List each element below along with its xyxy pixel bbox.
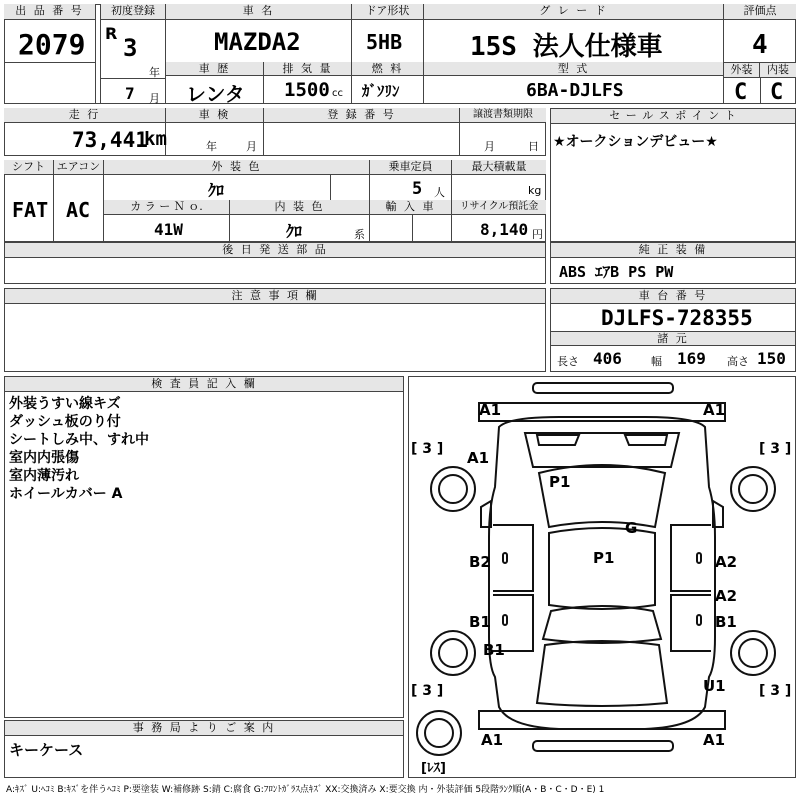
trunk — [537, 641, 667, 706]
hood-vent-right — [625, 435, 667, 445]
damage-u1-right: U1 — [703, 677, 726, 695]
displacement-value: 1500 — [284, 79, 330, 101]
first-registration-month: 7 — [125, 84, 135, 103]
displacement-unit: cc — [332, 88, 343, 99]
office-label: 事 務 局 よ り ご 案 内 — [5, 721, 403, 736]
lot-cell — [4, 4, 96, 104]
tire-tag-spare: [ﾚｽ] — [421, 761, 446, 776]
history-cell — [166, 62, 264, 104]
office-value: キーケース — [9, 741, 84, 759]
specs-height-value: 150 — [757, 349, 786, 368]
first-registration-label: 初度登録 — [101, 4, 165, 20]
right-rear-door — [671, 595, 711, 651]
first-registration-era: R — [105, 24, 118, 43]
tire-tag-front-right: [ 3 ] — [759, 441, 792, 457]
inspection-month-unit: 月 — [246, 140, 257, 153]
ac-cell — [54, 160, 104, 242]
first-registration-cell — [100, 4, 166, 104]
ac-value: AC — [66, 198, 91, 222]
inspector-line: 外装うすい線キズ — [9, 396, 121, 412]
max-load-unit: kg — [528, 184, 542, 197]
inspection-cell — [166, 108, 264, 156]
front-bumper — [479, 403, 725, 421]
score-int-label: 内装 — [760, 63, 796, 78]
car-name-cell — [166, 4, 352, 62]
rear-bumper-bottom — [533, 741, 673, 751]
damage-a1-front-right: A1 — [703, 401, 726, 419]
tire-tag-front-left: [ 3 ] — [411, 441, 444, 457]
mileage-label: 走 行 — [4, 108, 165, 123]
color-no-value: 41W — [154, 220, 183, 239]
grade-cell — [424, 4, 724, 62]
first-registration-year: 3 — [123, 34, 138, 62]
inspector-line: 室内薄汚れ — [9, 468, 79, 484]
tire-tag-rear-left: [ 3 ] — [411, 683, 444, 699]
capacity-label: 乗車定員 — [370, 160, 451, 175]
rear-left-wheel-inner — [439, 639, 467, 667]
door-cell — [352, 4, 424, 62]
specs-width-value: 169 — [677, 349, 706, 368]
door-label: ドア形状 — [352, 4, 423, 20]
transfer-month-unit: 月 — [484, 140, 495, 153]
tire-tag-rear-right: [ 3 ] — [759, 683, 792, 699]
import-label: 輸 入 車 — [370, 200, 451, 215]
displacement-cell — [264, 62, 352, 104]
max-load-label: 最大積載量 — [452, 160, 546, 175]
registration-label: 登 録 番 号 — [264, 108, 459, 123]
color-no-cell — [104, 200, 230, 242]
spare-wheel-inner — [425, 719, 453, 747]
mileage-value: 73,441 — [72, 128, 148, 152]
shift-value: FAT — [12, 198, 49, 222]
genuine-equip-label: 純 正 装 備 — [551, 243, 795, 258]
model-code-label: 型 式 — [424, 62, 723, 76]
front-bumper-top — [533, 383, 673, 393]
front-right-wheel-inner — [739, 475, 767, 503]
front-left-wheel — [431, 467, 475, 511]
front-left-wheel-inner — [439, 475, 467, 503]
recycle-unit: 円 — [532, 228, 543, 241]
legend-text: A:ｷｽﾞ U:ﾍｺﾐ B:ｷｽﾞを伴うﾍｺﾐ P:要塗装 W:補修跡 S:錆 C:腐食 G:ﾌﾛﾝﾄｶﾞﾗｽ点ｷｽﾞ XX:交換済み X:要交換 内・外装評価 5段階ﾗﾝｸ順(A・B・C・D・E) 1 — [6, 785, 605, 795]
specs-width-label: 幅 — [651, 355, 662, 368]
score-label: 評価点 — [724, 4, 796, 20]
damage-p1-hood: P1 — [549, 473, 571, 491]
left-front-door — [493, 525, 533, 591]
damage-b1-left-lower: B1 — [483, 641, 505, 659]
inspector-line: ホイールカバー A — [9, 486, 123, 502]
recycle-label: リサイクル預託金 — [452, 200, 546, 215]
int-color-unit: 系 — [354, 228, 365, 241]
capacity-cell — [370, 160, 452, 200]
rear-right-wheel — [731, 631, 775, 675]
body-outline — [489, 417, 715, 729]
hood-vent-left — [537, 435, 579, 445]
history-value: レンタ — [186, 82, 245, 106]
fuel-label: 燃 料 — [352, 62, 423, 76]
inspector-lines — [9, 395, 149, 503]
registration-cell — [264, 108, 460, 156]
fuel-cell — [352, 62, 424, 104]
genuine-equip-block — [550, 242, 796, 284]
damage-g-glass: G — [625, 519, 638, 537]
inspector-label: 検 査 員 記 入 欄 — [5, 377, 403, 392]
first-registration-year-unit: 年 — [149, 66, 160, 79]
damage-a1-hood-left: A1 — [467, 449, 490, 467]
specs-label: 諸 元 — [551, 332, 795, 346]
rear-bumper — [479, 711, 725, 729]
score-ext-value: C — [734, 80, 748, 105]
fuel-value: ｶﾞｿﾘﾝ — [362, 82, 400, 100]
later-parts-label: 後 日 発 送 部 品 — [5, 243, 545, 258]
inspection-year-unit: 年 — [206, 140, 217, 153]
score-cell — [724, 4, 796, 104]
lot-label: 出 品 番 号 — [4, 4, 95, 20]
hood — [525, 433, 679, 467]
spare-wheel — [417, 711, 461, 755]
office-block — [4, 720, 404, 778]
rear-window — [543, 606, 661, 643]
shift-cell — [4, 160, 54, 242]
specs-height-label: 高さ — [727, 355, 749, 368]
rear-right-wheel-inner — [739, 639, 767, 667]
caution-block — [4, 288, 546, 372]
model-code-value: 6BA-DJLFS — [526, 80, 624, 101]
lot-number: 2079 — [18, 28, 86, 61]
int-color-value: ｸﾛ — [286, 222, 303, 241]
shift-label: シフト — [4, 160, 53, 175]
car-name-label: 車 名 — [166, 4, 351, 20]
sales-point-block — [550, 108, 796, 242]
door-handle — [503, 553, 507, 563]
inspector-block — [4, 376, 404, 718]
genuine-equip-value: ABS ｴｱB PS PW — [559, 263, 674, 281]
chassis-block — [550, 288, 796, 372]
damage-b1-left: B1 — [469, 613, 491, 631]
first-registration-month-unit: 月 — [149, 92, 160, 105]
recycle-value: 8,140 — [480, 220, 529, 239]
ac-label: エアコン — [54, 160, 103, 175]
model-code-cell — [424, 62, 724, 104]
right-front-door — [671, 525, 711, 591]
specs-length-value: 406 — [593, 349, 622, 368]
inspector-line: 室内内張傷 — [9, 450, 79, 466]
door-handle — [503, 615, 507, 625]
transfer-label: 譲渡書類期限 — [460, 108, 546, 123]
damage-a2-right-lower: A2 — [715, 587, 738, 605]
inspector-line: ダッシュ板のり付 — [9, 414, 121, 430]
score-int-value: C — [770, 80, 784, 105]
inspector-line: シートしみ中、すれ中 — [9, 432, 149, 448]
sales-point-label: セ ー ル ス ポ イ ン ト — [551, 109, 795, 124]
car-diagram-svg — [409, 377, 795, 777]
grade-label: グ レ ー ド — [424, 4, 723, 20]
displacement-label: 排 気 量 — [264, 62, 351, 76]
front-right-wheel — [731, 467, 775, 511]
history-label: 車 歴 — [166, 62, 263, 76]
damage-a1-rear-left: A1 — [481, 731, 504, 749]
transfer-day-unit: 日 — [528, 140, 539, 153]
transfer-cell — [460, 108, 546, 156]
color-no-label: カ ラ ー Ｎ ｏ. — [104, 200, 229, 215]
mileage-cell — [4, 108, 166, 156]
caution-label: 注 意 事 項 欄 — [5, 289, 545, 304]
mileage-unit: km — [144, 128, 167, 150]
score-ext-label: 外装 — [724, 63, 760, 78]
roof — [549, 528, 655, 609]
damage-diagram — [408, 376, 796, 778]
max-load-cell — [452, 160, 546, 200]
sales-point-value: ★オークションデビュー★ — [553, 134, 718, 150]
chassis-value: DJLFS-728355 — [601, 306, 753, 330]
rear-left-wheel — [431, 631, 475, 675]
damage-p1-roof: P1 — [593, 549, 615, 567]
later-parts-block — [4, 242, 546, 284]
inspection-label: 車 検 — [166, 108, 263, 123]
recycle-cell — [452, 200, 546, 242]
chassis-label: 車 台 番 号 — [551, 289, 795, 304]
score-value: 4 — [752, 30, 768, 60]
ext-color-label: 外 装 色 — [104, 160, 369, 175]
specs-length-label: 長さ — [557, 355, 579, 368]
capacity-unit: 人 — [434, 186, 445, 199]
damage-b2-left: B2 — [469, 553, 491, 571]
car-name-value: MAZDA2 — [214, 28, 301, 56]
damage-a1-front-left: A1 — [479, 401, 502, 419]
damage-a1-rear-right: A1 — [703, 731, 726, 749]
door-value: 5HB — [366, 30, 403, 54]
ext-color-cell — [104, 160, 370, 200]
ext-color-value: ｸﾛ — [208, 181, 225, 200]
grade-value: 15S 法人仕様車 — [470, 32, 663, 62]
damage-a2-right: A2 — [715, 553, 738, 571]
door-handle — [697, 615, 701, 625]
door-handle — [697, 553, 701, 563]
capacity-value: 5 — [412, 179, 423, 199]
int-color-cell — [230, 200, 370, 242]
import-cell — [370, 200, 452, 242]
damage-b1-right: B1 — [715, 613, 737, 631]
int-color-label: 内 装 色 — [230, 200, 369, 215]
